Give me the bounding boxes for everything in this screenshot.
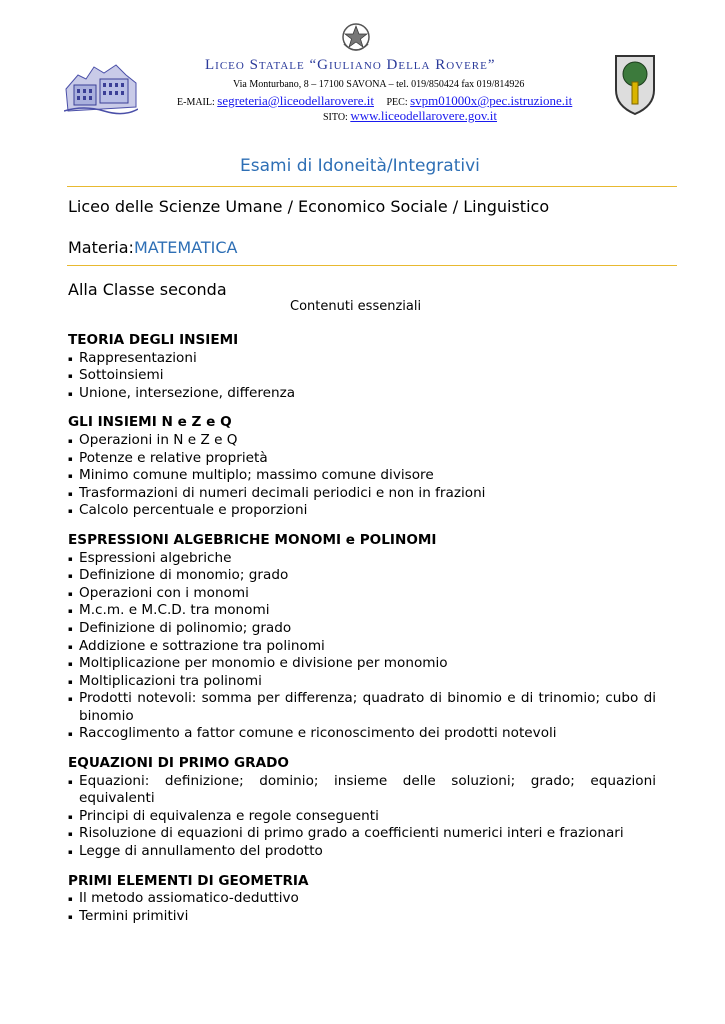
list-item: ▪ Potenze e relative proprietà [68, 450, 656, 468]
section-list [68, 550, 656, 744]
list-item: ▪ Minimo comune multiplo; massimo comune divisore [68, 467, 656, 485]
section [68, 532, 656, 743]
email-label: E-MAIL: [177, 97, 215, 108]
list-item: ▪ Prodotti notevoli: somma per differenza; quadrato di binomio e di trinomio; cubo di binomio [68, 690, 656, 725]
materia-value: MATEMATICA [133, 238, 238, 257]
site-label: SITO: [323, 112, 348, 123]
materia-line [68, 238, 237, 257]
section [68, 414, 656, 520]
section-heading: PRIMI ELEMENTI DI GEOMETRIA [68, 872, 309, 889]
section [68, 332, 656, 402]
divider-bottom [67, 265, 677, 266]
list-item: ▪ Sottoinsiemi [68, 367, 656, 385]
list-item: ▪ Raccoglimento a fattor comune e riconoscimento dei prodotti notevoli [68, 725, 656, 743]
list-item: ▪ Legge di annullamento del prodotto [68, 843, 656, 861]
republic-emblem [339, 20, 373, 56]
section [68, 755, 656, 861]
section [68, 873, 656, 926]
site-link[interactable]: www.liceodellarovere.gov.it [350, 108, 498, 123]
section-heading: TEORIA DEGLI INSIEMI [68, 332, 239, 348]
content-sections [68, 332, 656, 925]
list-item: ▪ Unione, intersezione, differenza [68, 385, 656, 403]
list-item: ▪ Espressioni algebriche [68, 550, 656, 568]
list-item: ▪ Rappresentazioni [68, 350, 656, 368]
list-item: ▪ Operazioni con i monomi [68, 585, 656, 603]
school-address: Via Monturbano, 8 – 17100 SAVONA – tel. 019/850424 fax 019/814926 [233, 79, 525, 90]
doc-subtitle: Contenuti essenziali [290, 299, 422, 314]
section-list [68, 350, 656, 403]
list-item: ▪ Il metodo assiomatico-deduttivo [68, 890, 656, 908]
list-item: ▪ Definizione di polinomio; grado [68, 620, 656, 638]
course-line: Liceo delle Scienze Umane / Economico Sociale / Linguistico [68, 197, 550, 216]
list-item: ▪ Moltiplicazioni tra polinomi [68, 673, 656, 691]
list-item: ▪ Termini primitivi [68, 908, 656, 926]
contacts-line [177, 93, 572, 109]
list-item: ▪ Operazioni in N e Z e Q [68, 432, 656, 450]
section-list [68, 432, 656, 520]
section-heading: GLI INSIEMI N e Z e Q [68, 414, 232, 431]
list-item: ▪ Equazioni: definizione; dominio; insieme delle soluzioni; grado; equazioni equivalenti [68, 773, 656, 808]
school-building-logo [64, 55, 138, 117]
class-line: Alla Classe seconda [68, 280, 227, 299]
list-item: ▪ Moltiplicazione per monomio e divisione per monomio [68, 655, 656, 673]
list-item: ▪ Trasformazioni di numeri decimali periodici e non in frazioni [68, 485, 656, 503]
doc-title: Esami di Idoneità/Integrativi [240, 156, 480, 176]
pec-link[interactable]: svpm01000x@pec.istruzione.it [410, 93, 573, 108]
site-line [323, 108, 497, 124]
divider-top [67, 186, 677, 187]
section-heading: ESPRESSIONI ALGEBRICHE MONOMI e POLINOMI [68, 531, 437, 548]
list-item: ▪ Risoluzione di equazioni di primo grado a coefficienti numerici interi e frazionari [68, 825, 656, 843]
school-name: Liceo Statale “Giuliano Della Rovere” [205, 57, 496, 73]
list-item: ▪ Addizione e sottrazione tra polinomi [68, 638, 656, 656]
section-list [68, 890, 656, 925]
email-link[interactable]: segreteria@liceodellarovere.it [217, 93, 374, 108]
list-item: ▪ M.c.m. e M.C.D. tra monomi [68, 602, 656, 620]
section-list [68, 773, 656, 861]
list-item: ▪ Principi di equivalenza e regole conseguenti [68, 808, 656, 826]
list-item: ▪ Definizione di monomio; grado [68, 567, 656, 585]
oak-tree-crest [612, 52, 658, 116]
materia-label: Materia: [68, 238, 134, 257]
list-item: ▪ Calcolo percentuale e proporzioni [68, 502, 656, 520]
section-heading: EQUAZIONI DI PRIMO GRADO [68, 755, 289, 772]
pec-label: PEC: [386, 97, 408, 108]
